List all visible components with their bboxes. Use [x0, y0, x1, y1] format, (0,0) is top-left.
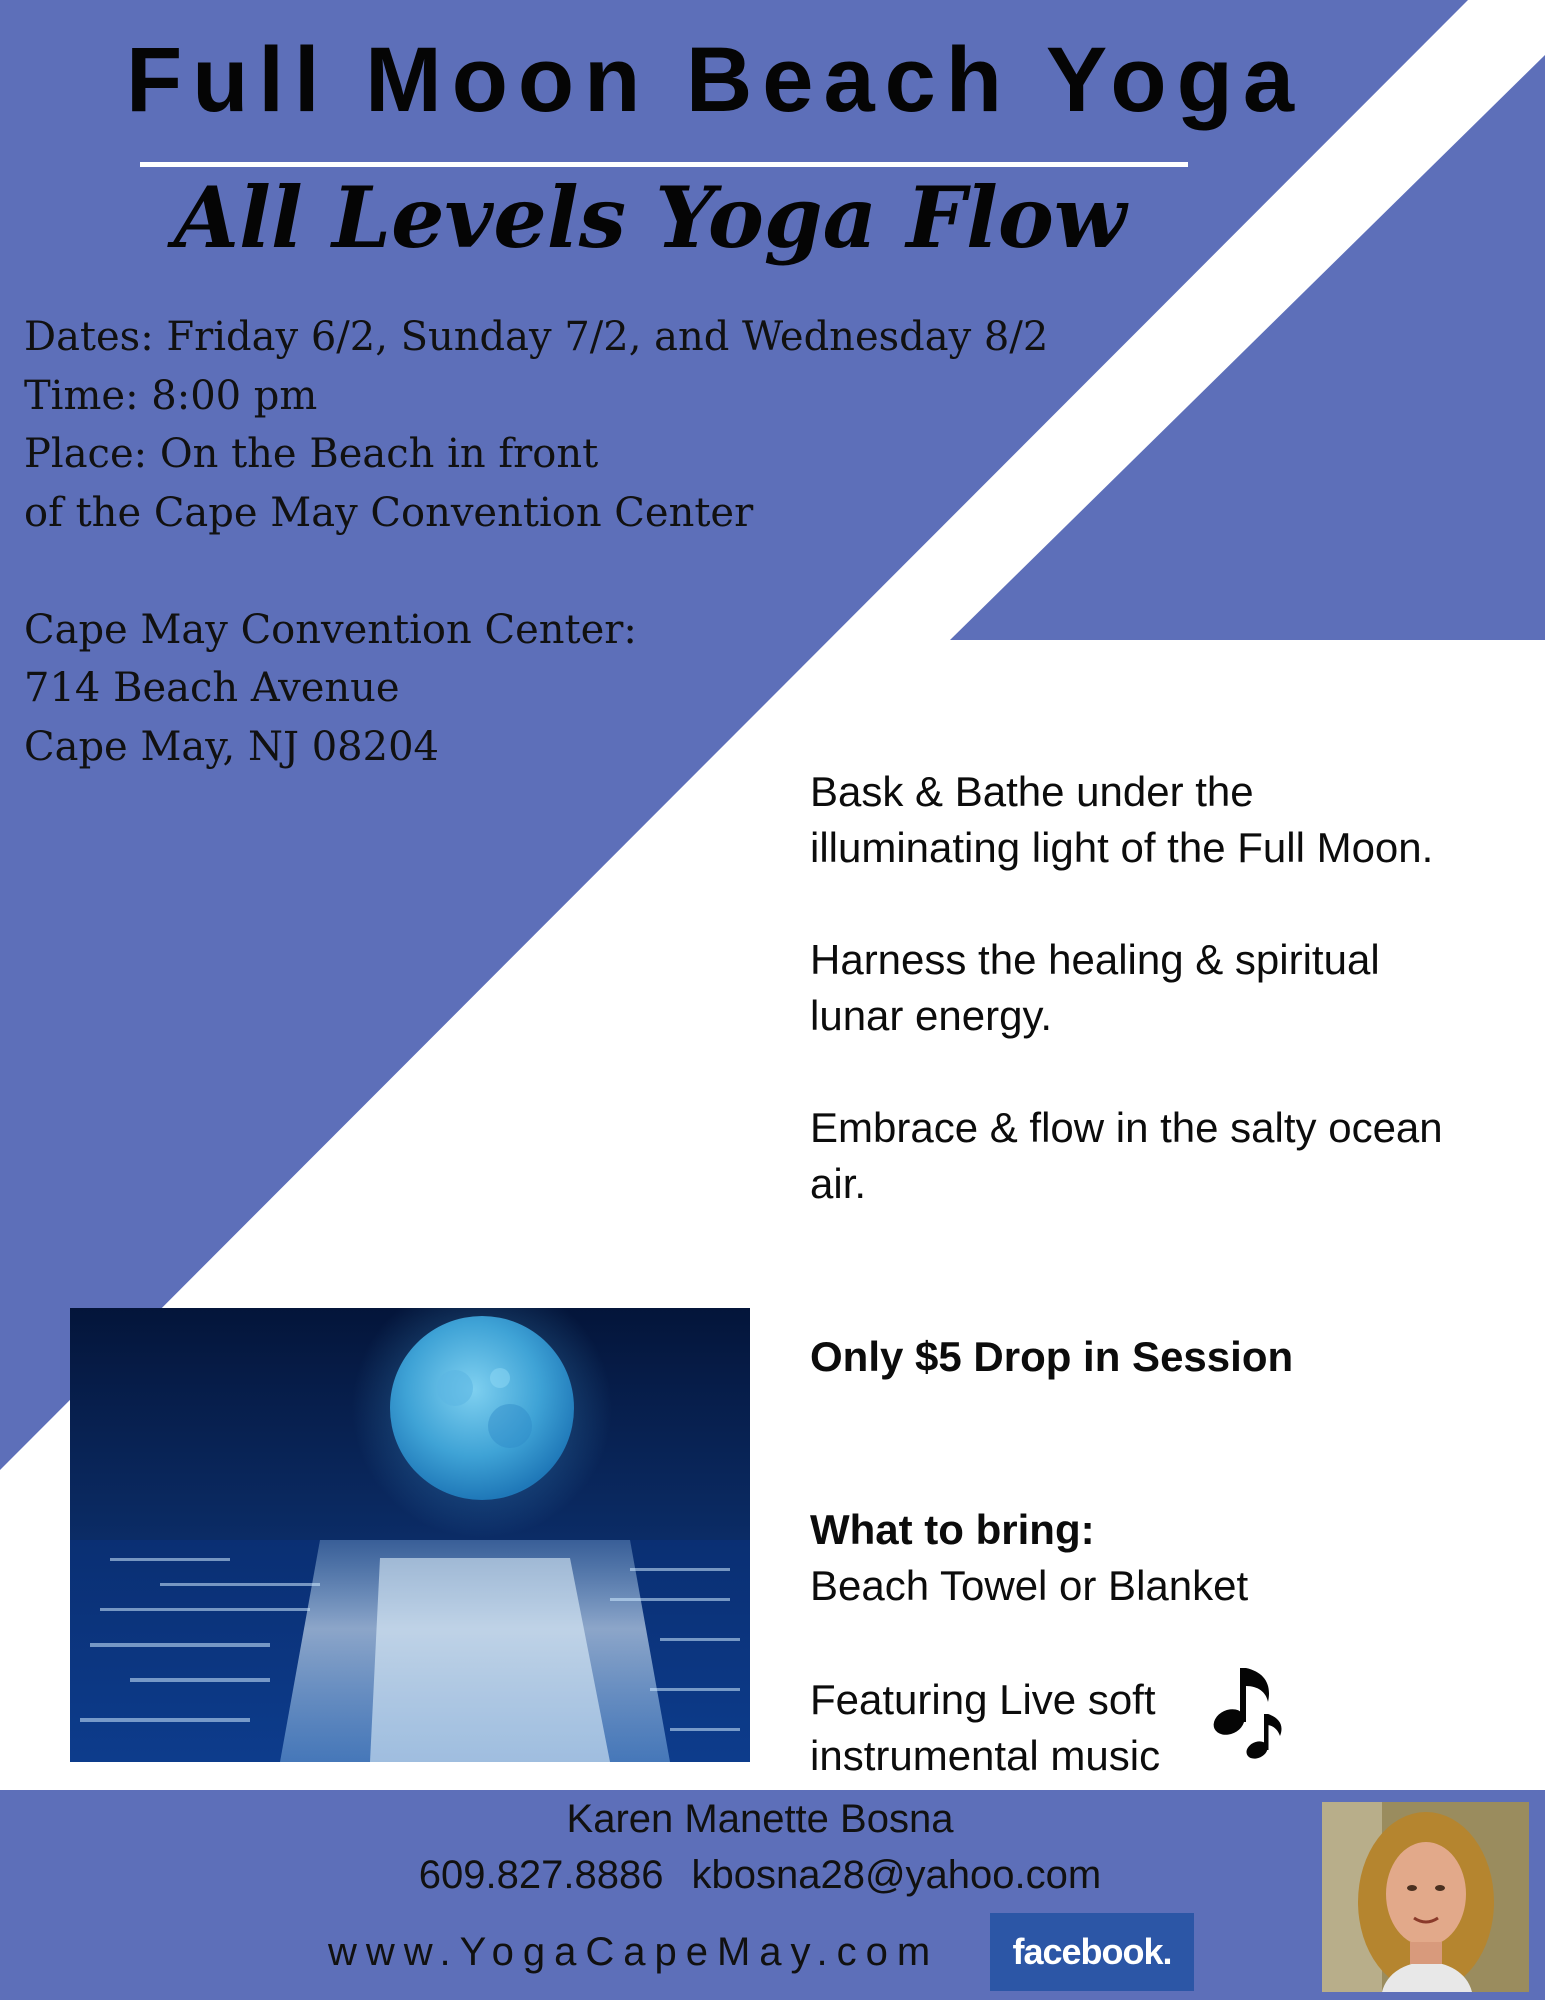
full-moon-ocean-photo — [70, 1308, 750, 1762]
description-paragraph-1 — [810, 764, 1530, 876]
live-music-line1: Featuring Live soft — [810, 1676, 1156, 1723]
live-music-note — [810, 1672, 1160, 1784]
description-p1-line1: Bask & Bathe under the — [810, 768, 1254, 815]
description-p2-line1: Harness the healing & spiritual — [810, 936, 1380, 983]
instructor-photo — [1322, 1802, 1529, 1992]
event-time: Time: 8:00 pm — [24, 372, 318, 419]
instructor-name: Karen Manette Bosna — [566, 1797, 954, 1841]
event-place-line1: Place: On the Beach in front — [24, 431, 599, 477]
description-paragraph-2 — [810, 932, 1530, 1044]
description-p3-line2: air. — [810, 1160, 867, 1207]
title-underline — [140, 162, 1188, 167]
description-p3-line1: Embrace & flow in the salty ocean — [810, 1104, 1443, 1151]
description-paragraph-3 — [810, 1100, 1530, 1212]
what-to-bring-item: Beach Towel or Blanket — [810, 1562, 1249, 1609]
flyer-subtitle: All Levels Yoga Flow — [173, 168, 1127, 267]
contact-info — [0, 1853, 1520, 1898]
music-notes-icon — [1210, 1662, 1286, 1764]
description-p1-line2: illuminating light of the Full Moon. — [810, 824, 1434, 871]
facebook-logo[interactable]: facebook. — [990, 1913, 1194, 1991]
email-address[interactable]: kbosna28@yahoo.com — [691, 1853, 1102, 1897]
what-to-bring-heading: What to bring: — [810, 1506, 1095, 1553]
address-name: Cape May Convention Center: — [24, 606, 637, 653]
website-link[interactable]: www.YogaCapeMay.com — [328, 1930, 940, 1974]
event-details — [24, 308, 1048, 776]
live-music-line2: instrumental music — [810, 1732, 1161, 1779]
details-spacer — [24, 542, 1048, 601]
description-p2-line2: lunar energy. — [810, 992, 1053, 1039]
price-text: Only $5 Drop in Session — [810, 1333, 1294, 1380]
address-city: Cape May, NJ 08204 — [24, 723, 439, 770]
event-dates: Dates: Friday 6/2, Sunday 7/2, and Wednesday 8/2 — [24, 314, 1049, 360]
phone-number[interactable]: 609.827.8886 — [418, 1853, 664, 1897]
address-street: 714 Beach Avenue — [24, 665, 400, 711]
flyer-title: Full Moon Beach Yoga — [126, 29, 1304, 131]
event-description — [810, 764, 1530, 1779]
event-place-line2: of the Cape May Convention Center — [24, 489, 754, 536]
what-to-bring — [810, 1502, 1248, 1614]
